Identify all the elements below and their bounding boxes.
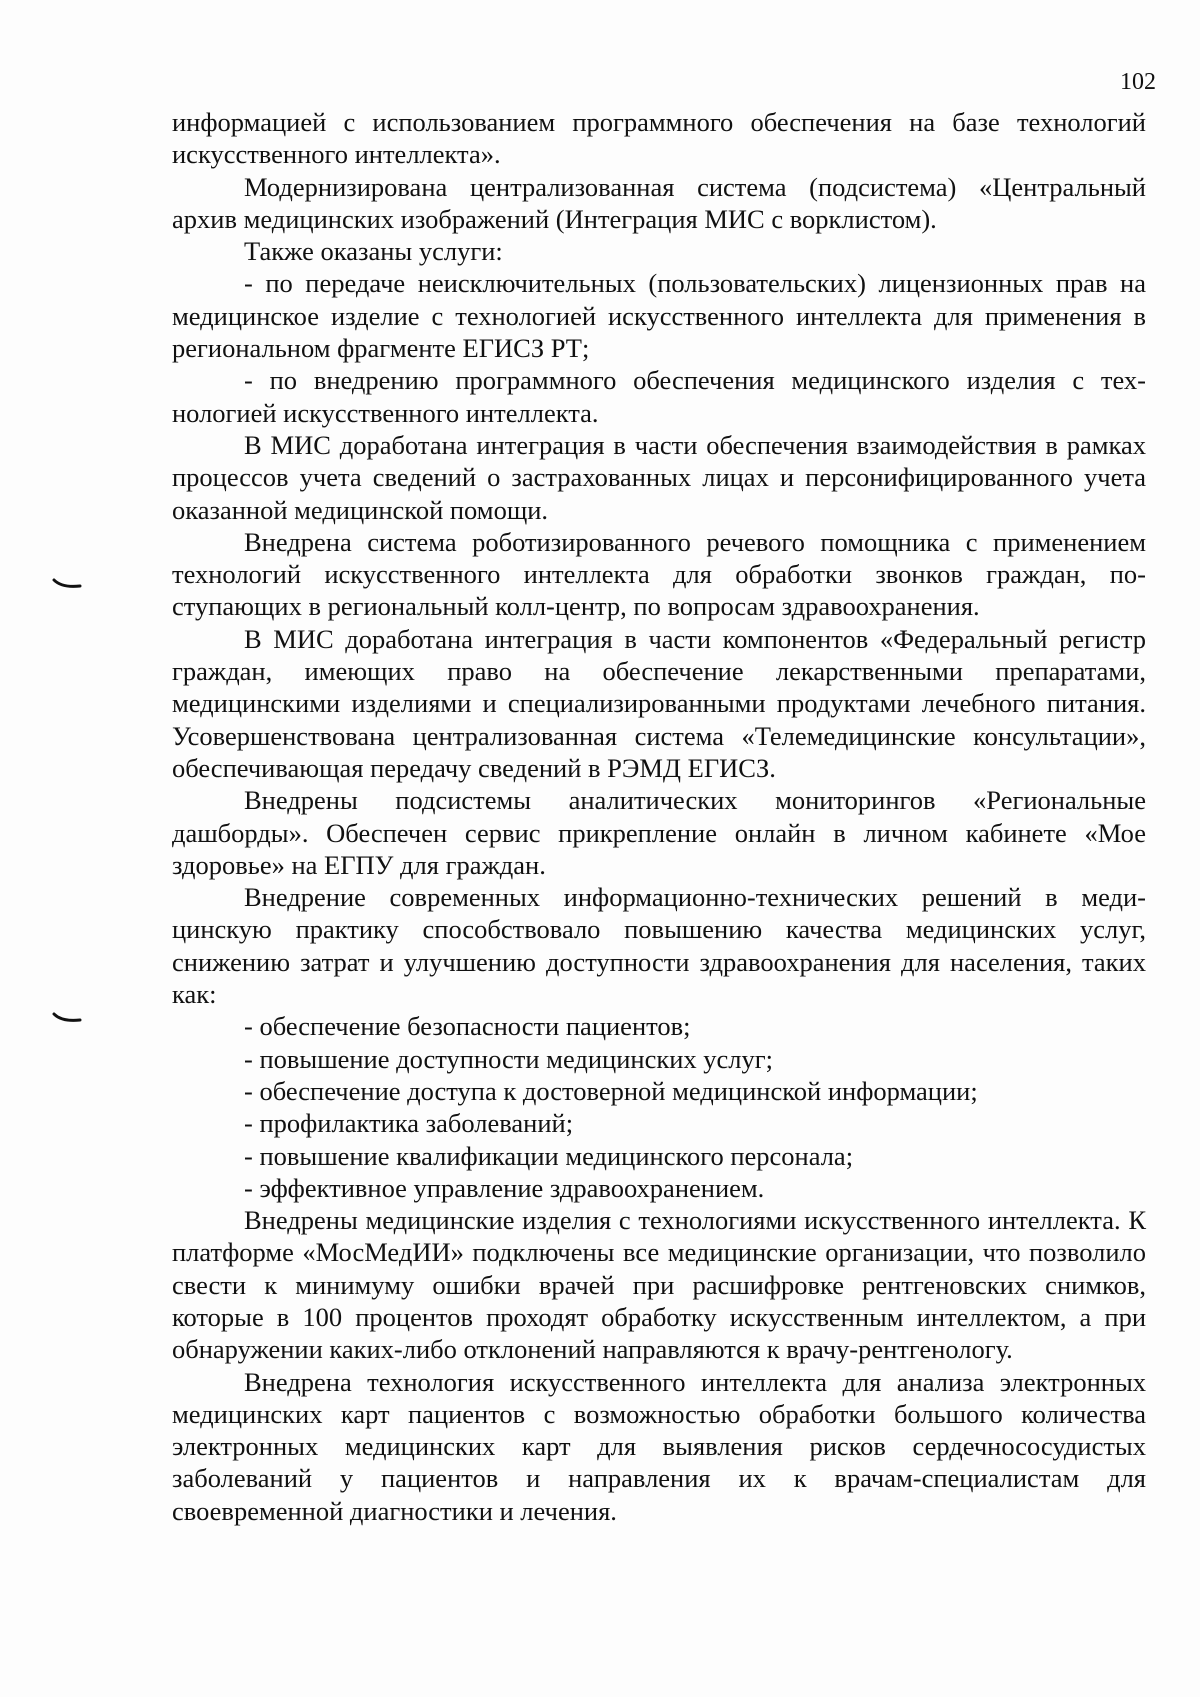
paragraph: Модернизирована централизованная система (подсистема) «Центральный архив медицинских изображений (Интеграция МИС с ворклистом). [172, 171, 1146, 234]
paragraph: - по внедрению программного обеспечения медицинского изделия с технологией искусственного интеллекта. [172, 365, 1146, 428]
paragraph: В МИС доработана интеграция в части обеспечения взаимодействия в рамках процессов учета сведений о застрахованных лицах и персонифицированного учета оказанной медицинской помощи. [172, 429, 1146, 525]
list-item: - обеспечение безопасности пациентов; [244, 1011, 691, 1042]
paragraph: Внедрена технология искусственного интеллекта для анализа электронных медицинских карт пациентов с возможностью обработки большого количества электронных медицинских карт для выявления рисков сердечнососудистых заболеваний у пациентов и направления их к врачам-специалистам для своевременной диагностики и лечения. [172, 1366, 1146, 1526]
list-item: - повышение квалификации медицинского персонала; [244, 1140, 854, 1171]
paragraph: Внедрение современных информационно-технических решений в медицинскую практику способствовало повышению качества медицинских услуг, снижению затрат и улучшению доступности здравоохранения для населения, таких как: [172, 882, 1146, 1010]
list-item: - повышение доступности медицинских услуг; [244, 1043, 773, 1074]
paragraph: Также оказаны услуги: [244, 236, 503, 267]
margin-bracket-mark [52, 1012, 82, 1024]
list-item: - обеспечение доступа к достоверной медицинской информации; [244, 1075, 978, 1106]
paragraph: Внедрены медицинские изделия с технологиями искусственного интеллекта. К платформе «МосМедИИ» подключены все медицинские организации, что позволило свести к минимуму ошибки врачей при расшифровке рентгеновских снимков, которые в 100 процентов проходят обработку искусственным интеллектом, а при обнаружении каких-либо отклонений направляются к врачу-рентгенологу. [172, 1205, 1146, 1365]
list-item: - эффективное управление здравоохранением. [244, 1172, 765, 1203]
paragraph: Внедрены подсистемы аналитических мониторингов «Региональные дашборды». Обеспечен сервис прикрепление онлайн в личном кабинете «Мое здоровье» на ЕГПУ для граждан. [172, 785, 1146, 880]
page-number: 102 [1120, 69, 1156, 95]
paragraph: В МИС доработана интеграция в части компонентов «Федеральный регистр граждан, имеющих право на обеспечение лекарственными препаратами, медицинскими изделиями и специализированными продуктами лечебного питания. Усовершенствована централизованная система «Телемедицинские консультации», обеспечивающая передачу сведений в РЭМД ЕГИСЗ. [172, 623, 1146, 783]
document-body [172, 106, 1146, 1527]
margin-bracket-mark [52, 578, 82, 590]
paragraph: - по передаче неисключительных (пользовательских) лицензионных прав на медицинское изделие с технологией искусственного интеллекта для применения в региональном фрагменте ЕГИСЗ РТ; [172, 268, 1146, 364]
list-item: - профилактика заболеваний; [244, 1108, 574, 1139]
paragraph: информацией с использованием программного обеспечения на базе технологий искусственного интеллекта». [172, 107, 1146, 170]
paragraph: Внедрена система роботизированного речевого помощника с применением технологий искусственного интеллекта для обработки звонков граждан, поступающих в региональный колл-центр, по вопросам здравоохранения. [172, 526, 1146, 622]
